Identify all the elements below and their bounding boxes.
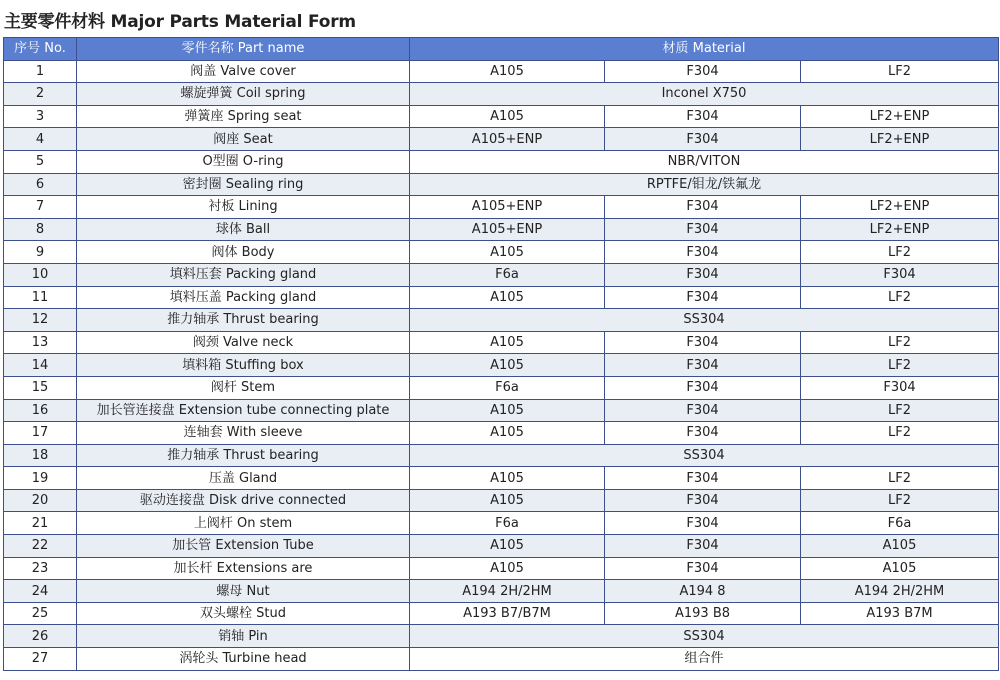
table-row [4,489,999,512]
material-cell: A193 B8 [605,602,801,625]
table-row [4,331,999,354]
material-cell: F304 [605,196,801,219]
part-name: 填料压套 Packing gland [77,263,410,286]
material-table [3,37,999,671]
material-cell: Inconel X750 [410,83,999,106]
material-cell: F304 [605,535,801,558]
row-number: 18 [4,444,77,467]
material-cell: LF2 [801,467,999,490]
part-name: 阀体 Body [77,241,410,264]
material-cell: 组合件 [410,648,999,671]
row-number: 7 [4,196,77,219]
material-cell: F6a [801,512,999,535]
row-number: 21 [4,512,77,535]
row-number: 14 [4,354,77,377]
material-cell: F6a [410,512,605,535]
row-number: 26 [4,625,77,648]
row-number: 1 [4,60,77,83]
part-name: 螺母 Nut [77,580,410,603]
part-name: 阀颈 Valve neck [77,331,410,354]
table-row [4,60,999,83]
part-name: 阀盖 Valve cover [77,60,410,83]
material-cell: A105 [410,399,605,422]
material-cell: A194 2H/2HM [410,580,605,603]
row-number: 10 [4,263,77,286]
table-row [4,580,999,603]
part-name: O型圈 O-ring [77,150,410,173]
part-name: 双头螺栓 Stud [77,602,410,625]
row-number: 8 [4,218,77,241]
material-cell: LF2 [801,422,999,445]
column-header-no: 序号 No. [4,38,77,61]
header-row [4,38,999,61]
part-name: 球体 Ball [77,218,410,241]
row-number: 25 [4,602,77,625]
material-cell: F304 [605,354,801,377]
part-name: 填料箱 Stuffing box [77,354,410,377]
row-number: 12 [4,309,77,332]
material-cell: LF2+ENP [801,218,999,241]
table-row [4,105,999,128]
table-row [4,196,999,219]
material-cell: A105+ENP [410,128,605,151]
part-name: 上阀杆 On stem [77,512,410,535]
row-number: 24 [4,580,77,603]
material-cell: NBR/VITON [410,150,999,173]
material-cell: F304 [605,263,801,286]
column-header-part-name: 零件名称 Part name [77,38,410,61]
row-number: 2 [4,83,77,106]
material-cell: LF2 [801,241,999,264]
material-cell: A105 [801,535,999,558]
row-number: 13 [4,331,77,354]
table-row [4,128,999,151]
page-title: 主要零件材料 Major Parts Material Form [4,12,356,32]
part-name: 阀座 Seat [77,128,410,151]
table-row [4,625,999,648]
material-cell: SS304 [410,444,999,467]
material-cell: F304 [605,331,801,354]
material-cell: LF2 [801,399,999,422]
table-row [4,173,999,196]
part-name: 弹簧座 Spring seat [77,105,410,128]
material-cell: F304 [605,286,801,309]
material-cell: A105 [410,105,605,128]
table-row [4,83,999,106]
row-number: 9 [4,241,77,264]
row-number: 4 [4,128,77,151]
row-number: 20 [4,489,77,512]
material-cell: A105+ENP [410,218,605,241]
material-cell: LF2+ENP [801,105,999,128]
part-name: 填料压盖 Packing gland [77,286,410,309]
material-cell: A105 [410,535,605,558]
material-cell: F304 [605,422,801,445]
material-cell: F304 [605,512,801,535]
row-number: 19 [4,467,77,490]
part-name: 压盖 Gland [77,467,410,490]
material-cell: SS304 [410,625,999,648]
part-name: 阀杆 Stem [77,376,410,399]
table-row [4,535,999,558]
row-number: 23 [4,557,77,580]
material-cell: A105 [410,60,605,83]
table-row [4,241,999,264]
row-number: 3 [4,105,77,128]
table-row [4,602,999,625]
material-cell: A105+ENP [410,196,605,219]
table-row [4,422,999,445]
table-row [4,444,999,467]
material-cell: F304 [605,467,801,490]
material-cell: A105 [410,354,605,377]
table-row [4,557,999,580]
table-row [4,467,999,490]
part-name: 螺旋弹簧 Coil spring [77,83,410,106]
material-cell: F304 [801,263,999,286]
row-number: 17 [4,422,77,445]
table-row [4,218,999,241]
material-cell: A193 B7M [801,602,999,625]
table-row [4,286,999,309]
material-cell: F304 [605,218,801,241]
material-cell: A105 [410,331,605,354]
part-name: 推力轴承 Thrust bearing [77,444,410,467]
material-cell: A105 [410,241,605,264]
row-number: 22 [4,535,77,558]
material-cell: A105 [410,286,605,309]
material-cell: SS304 [410,309,999,332]
part-name: 推力轴承 Thrust bearing [77,309,410,332]
table-row [4,263,999,286]
material-cell: F6a [410,263,605,286]
table-row [4,648,999,671]
material-cell: F304 [605,376,801,399]
column-header-material: 材质 Material [410,38,999,61]
part-name: 密封圈 Sealing ring [77,173,410,196]
material-cell: LF2 [801,286,999,309]
material-cell: A105 [410,557,605,580]
material-cell: A194 8 [605,580,801,603]
material-cell: LF2+ENP [801,128,999,151]
material-cell: LF2 [801,354,999,377]
material-cell: A105 [410,467,605,490]
part-name: 加长管连接盘 Extension tube connecting plate [77,399,410,422]
material-cell: LF2+ENP [801,196,999,219]
material-cell: LF2 [801,331,999,354]
table-body [4,60,999,670]
material-cell: RPTFE/钼龙/铁氟龙 [410,173,999,196]
table-row [4,399,999,422]
table-row [4,150,999,173]
material-cell: F6a [410,376,605,399]
row-number: 27 [4,648,77,671]
material-cell: LF2 [801,60,999,83]
table-row [4,512,999,535]
row-number: 6 [4,173,77,196]
material-cell: F304 [605,557,801,580]
part-name: 销轴 Pin [77,625,410,648]
part-name: 加长杆 Extensions are [77,557,410,580]
material-cell: A105 [410,489,605,512]
material-cell: F304 [605,241,801,264]
material-cell: F304 [801,376,999,399]
material-cell: A105 [410,422,605,445]
part-name: 连轴套 With sleeve [77,422,410,445]
material-cell: A194 2H/2HM [801,580,999,603]
part-name: 驱动连接盘 Disk drive connected [77,489,410,512]
row-number: 5 [4,150,77,173]
part-name: 涡轮头 Turbine head [77,648,410,671]
row-number: 16 [4,399,77,422]
material-cell: F304 [605,489,801,512]
material-cell: F304 [605,128,801,151]
table-row [4,376,999,399]
row-number: 11 [4,286,77,309]
part-name: 加长管 Extension Tube [77,535,410,558]
table-row [4,309,999,332]
row-number: 15 [4,376,77,399]
material-cell: A105 [801,557,999,580]
material-cell: A193 B7/B7M [410,602,605,625]
material-cell: F304 [605,399,801,422]
table-row [4,354,999,377]
material-cell: LF2 [801,489,999,512]
material-cell: F304 [605,105,801,128]
material-cell: F304 [605,60,801,83]
part-name: 衬板 Lining [77,196,410,219]
